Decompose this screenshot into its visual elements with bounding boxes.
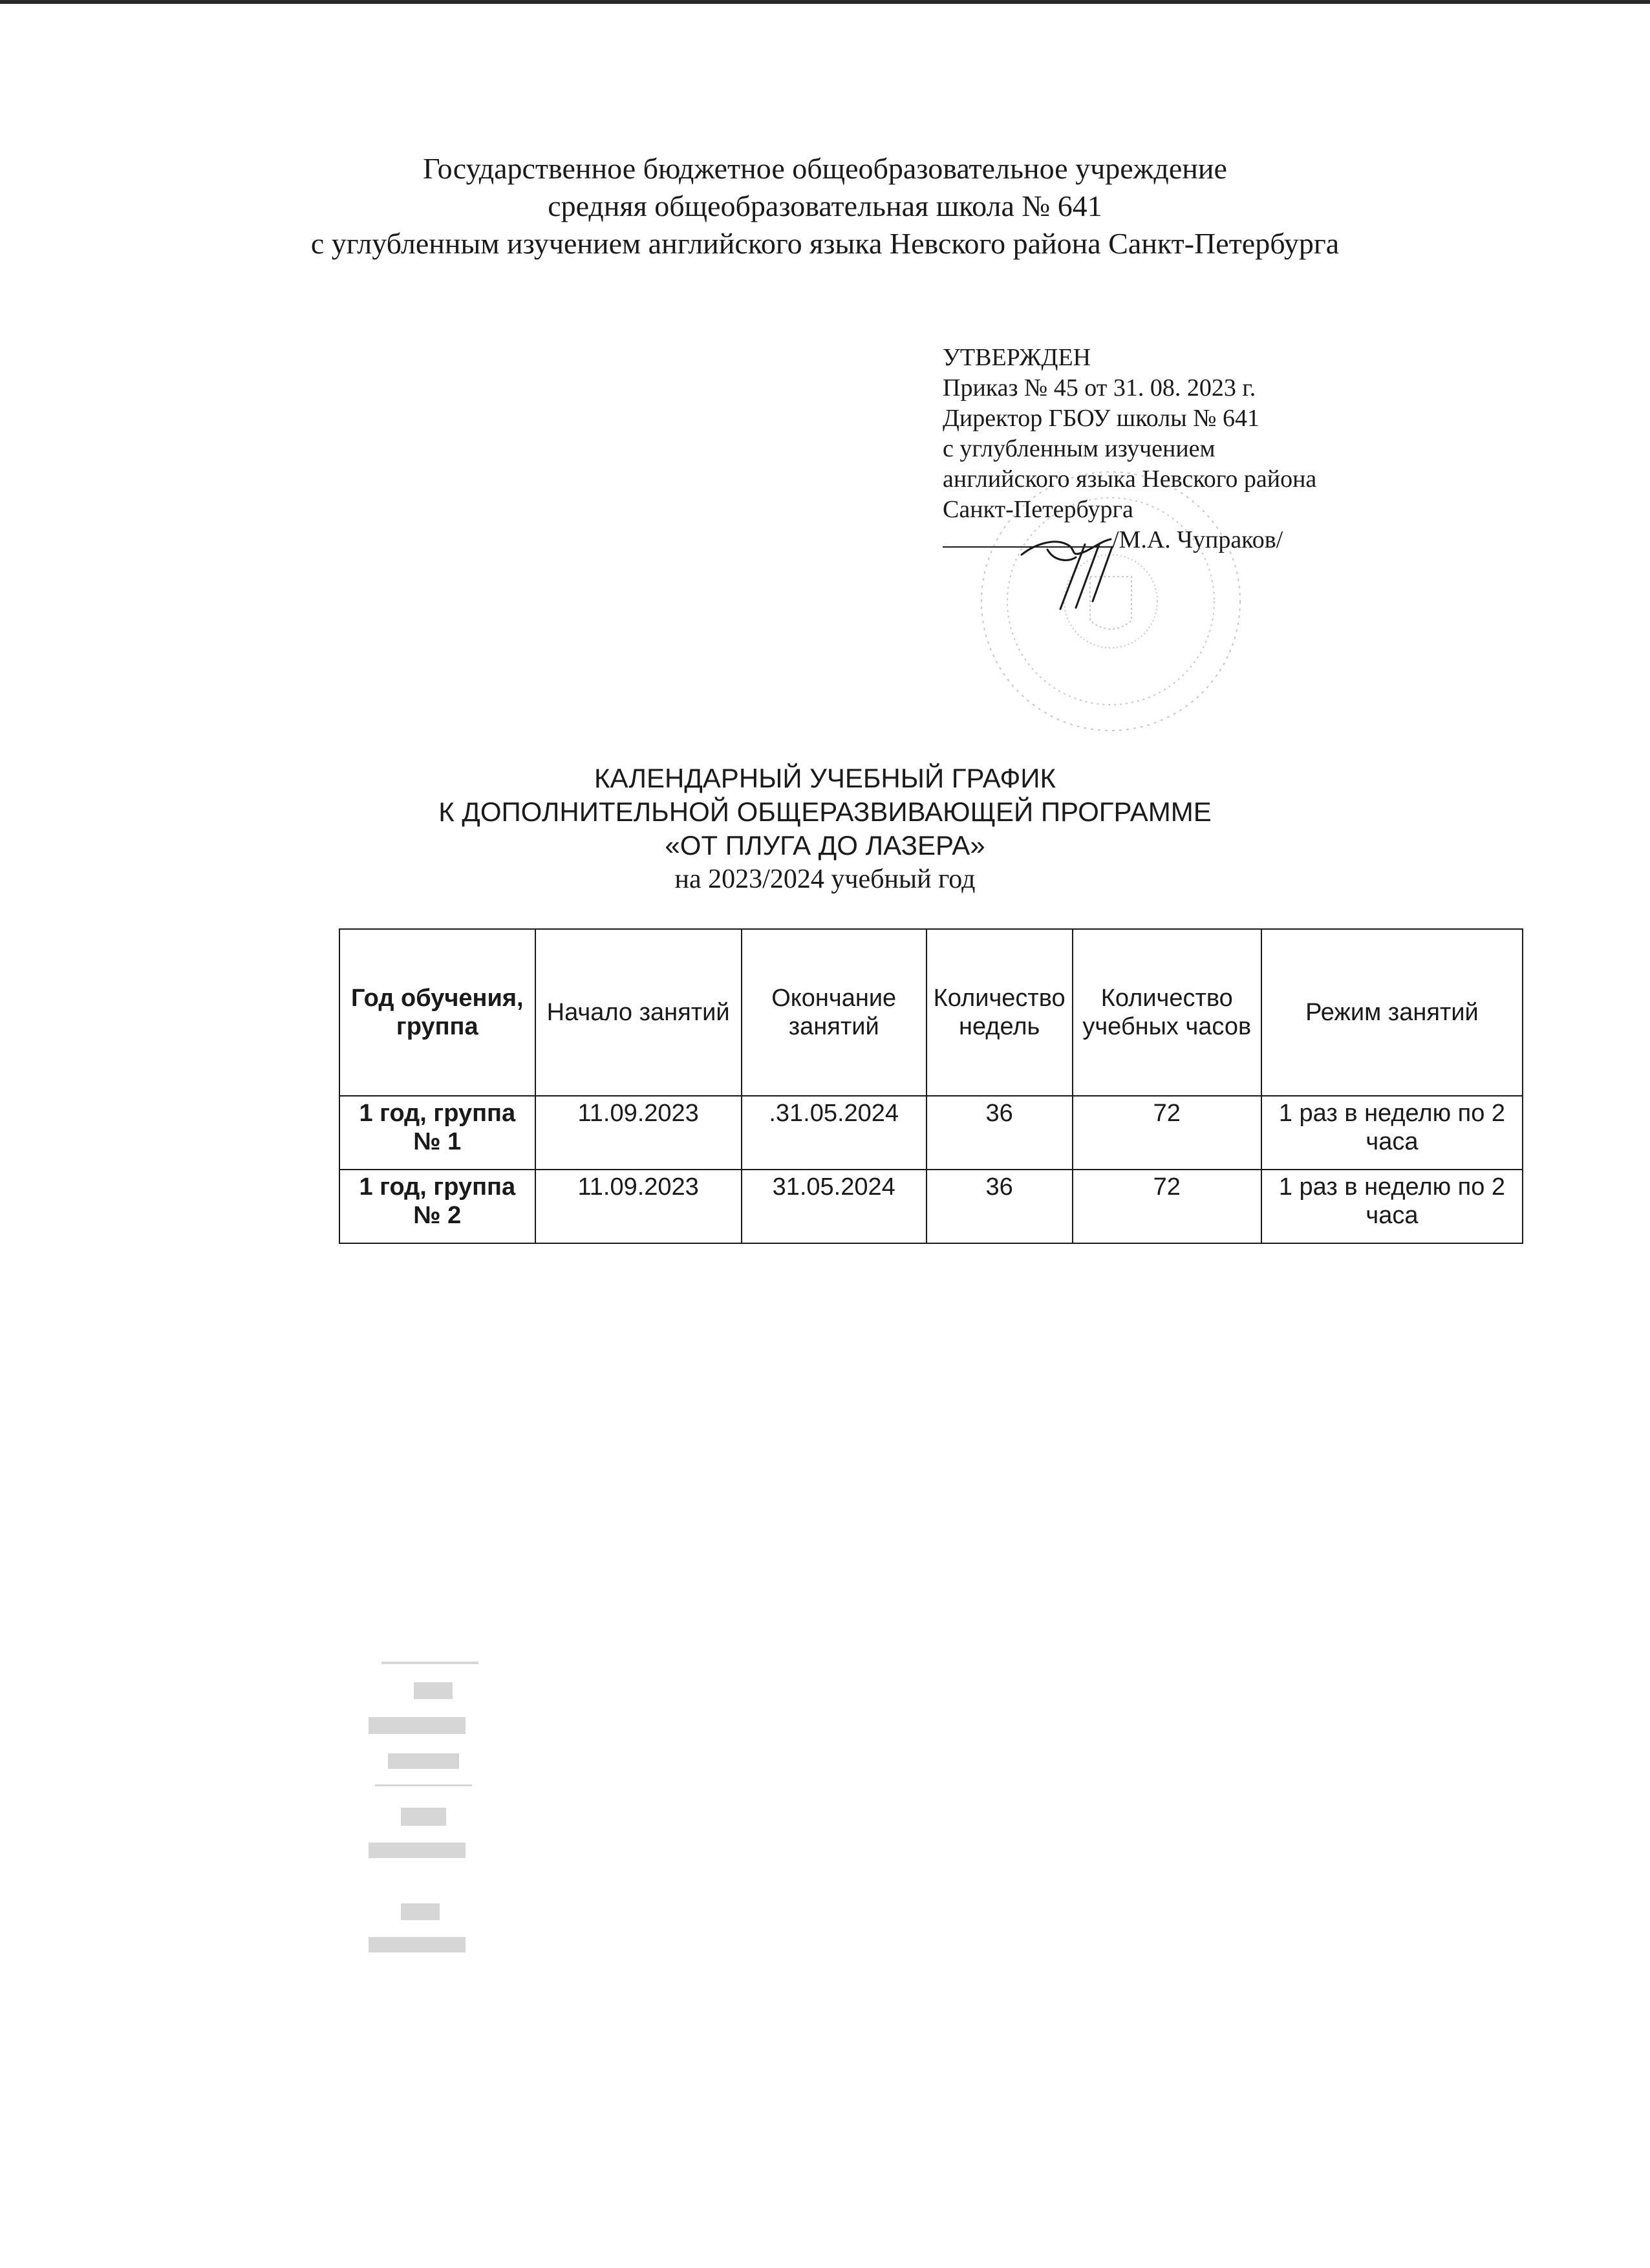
table-row — [339, 1096, 1523, 1170]
title-line-3: «ОТ ПЛУГА ДО ЛАЗЕРА» — [665, 830, 985, 861]
signatory-name: /М.А. Чупраков/ — [1112, 526, 1283, 553]
cell-start: 11.09.2023 — [535, 1170, 742, 1243]
approval-status: УТВЕРЖДЕН — [943, 344, 1091, 371]
cell-end: 31.05.2024 — [742, 1170, 927, 1243]
cell-hours: 72 — [1073, 1170, 1261, 1243]
faded-show-through-marks — [369, 1655, 485, 1972]
approval-position-3: английского языка Невского района — [943, 465, 1317, 493]
cell-mode: 1 раз в неделю по 2 часа — [1261, 1096, 1523, 1170]
table-header-row — [339, 929, 1523, 1096]
document-title — [0, 762, 1650, 896]
cell-weeks: 36 — [927, 1170, 1073, 1243]
scan-top-edge — [0, 0, 1650, 4]
cell-hours: 72 — [1073, 1096, 1261, 1170]
approval-order: Приказ № 45 от 31. 08. 2023 г. — [943, 374, 1256, 401]
cell-start: 11.09.2023 — [535, 1096, 742, 1170]
cell-group: 1 год, группа № 2 — [339, 1170, 535, 1243]
cell-end: .31.05.2024 — [742, 1096, 927, 1170]
handwritten-signature — [1009, 525, 1138, 615]
header-cell-mode: Режим занятий — [1261, 929, 1523, 1096]
header-cell-end: Окончание занятий — [742, 929, 927, 1096]
header-line-1: Государственное бюджетное общеобразовательное учреждение — [423, 152, 1227, 185]
header-cell-group: Год обучения, группа — [339, 929, 535, 1096]
header-line-2: средняя общеобразовательная школа № 641 — [548, 189, 1102, 222]
header-cell-start: Начало занятий — [535, 929, 742, 1096]
title-line-4: на 2023/2024 учебный год — [674, 864, 976, 894]
cell-mode: 1 раз в неделю по 2 часа — [1261, 1170, 1523, 1243]
header-cell-hours: Количество учебных часов — [1073, 929, 1261, 1096]
approval-position-2: с углубленным изучением — [943, 435, 1216, 462]
schedule-table — [339, 928, 1523, 1244]
cell-weeks: 36 — [927, 1096, 1073, 1170]
cell-group: 1 год, группа № 1 — [339, 1096, 535, 1170]
header-cell-weeks: Количество недель — [927, 929, 1073, 1096]
approval-block — [943, 343, 1525, 555]
title-line-1: КАЛЕНДАРНЫЙ УЧЕБНЫЙ ГРАФИК — [594, 763, 1056, 793]
approval-position-1: Директор ГБОУ школы № 641 — [943, 405, 1259, 432]
table-row — [339, 1170, 1523, 1243]
institution-header — [0, 150, 1650, 262]
approval-position-4: Санкт-Петербурга — [943, 496, 1133, 523]
header-line-3: с углубленным изучением английского языка Невского района Санкт-Петербурга — [310, 227, 1340, 260]
title-line-2: К ДОПОЛНИТЕЛЬНОЙ ОБЩЕРАЗВИВАЮЩЕЙ ПРОГРАММЕ — [438, 797, 1212, 827]
